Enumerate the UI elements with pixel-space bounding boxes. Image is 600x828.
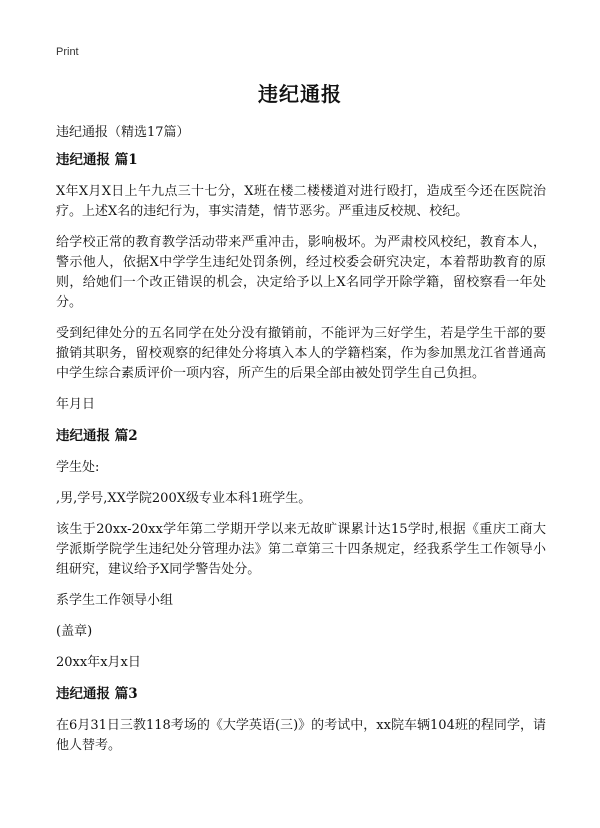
section-heading: 违纪通报 篇2 xyxy=(56,428,138,444)
document-body xyxy=(56,150,546,767)
document-title: 违纪通报 xyxy=(258,82,342,106)
paragraph: 学生处: xyxy=(56,460,100,475)
paragraph: 系学生工作领导小组 xyxy=(56,593,174,608)
paragraph: 年月日 xyxy=(56,397,96,412)
paragraph: (盖章) xyxy=(56,624,93,639)
paragraph: ,男,学号,XX学院200X级专业本科1班学生。 xyxy=(56,491,312,506)
paragraph: 该生于20xx-20xx学年第二学期开学以来无故旷课累计达15学时,根据《重庆工商大学派斯学院学生违纪处分管理办法》第二章第三十四条规定，经我系学生工作领导小组研究，建议给予X同学警告处分。 xyxy=(56,522,546,577)
paragraph: 给学校正常的教育教学活动带来严重冲击，影响极坏。为严肃校风校纪，教育本人，警示他人，依据X中学学生违纪处罚条例，经过校委会研究决定，本着帮助教育的原则，给她们一个改正错误的机会，决定给予以上X名同学开除学籍，留校察看一年处分。 xyxy=(56,235,546,310)
paragraph: 20xx年x月x日 xyxy=(56,655,141,670)
paragraph: 受到纪律处分的五名同学在处分没有撤销前，不能评为三好学生，若是学生干部的要撤销其职务，留校观察的纪律处分将填入本人的学籍档案，作为参加黑龙江省普通高中学生综合素质评价一项内容，所产生的后果全部由被处罚学生自己负担。 xyxy=(56,326,546,381)
paragraph: X年X月X日上午九点三十七分，X班在楼二楼楼道对进行殴打，造成至今还在医院治疗。上述X名的违纪行为，事实清楚，情节恶劣。严重违反校规、校纪。 xyxy=(56,184,546,219)
print-label: Print xyxy=(56,46,79,58)
paragraph: 在6月31日三教118考场的《大学英语(三)》的考试中，xx院车辆104班的程同学，请他人替考。 xyxy=(56,718,546,753)
section-heading: 违纪通报 篇1 xyxy=(56,152,138,168)
document-subtitle: 违纪通报（精选17篇） xyxy=(56,125,190,140)
section-heading: 违纪通报 篇3 xyxy=(56,686,138,702)
